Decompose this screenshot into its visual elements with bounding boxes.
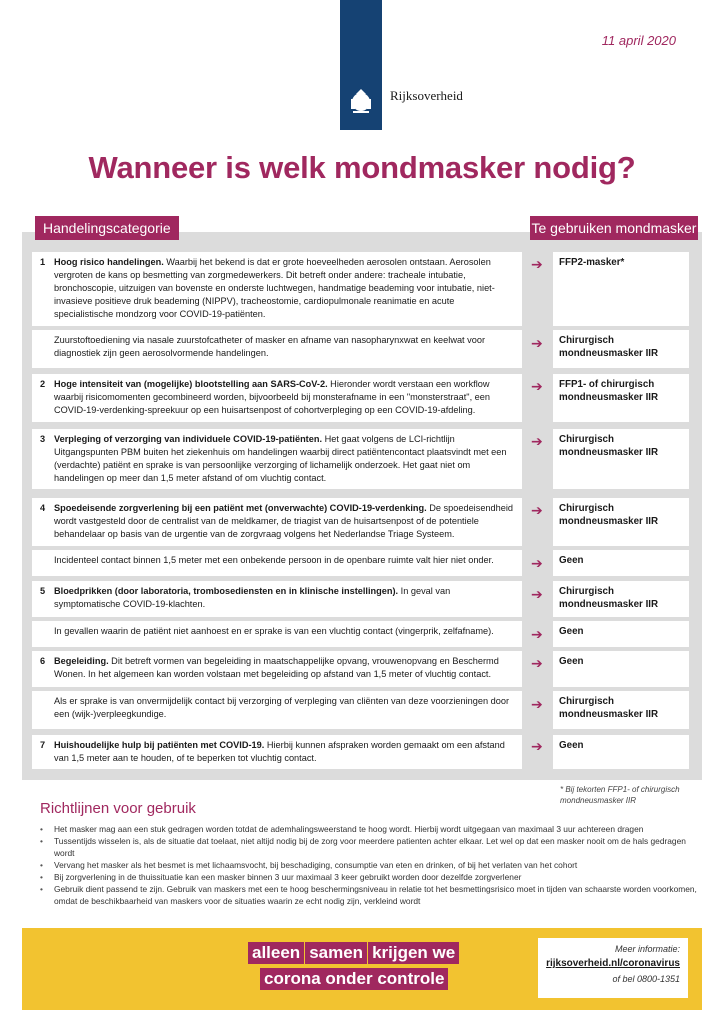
page-title: Wanneer is welk mondmasker nodig? [88, 150, 636, 185]
slogan-word: alleen [248, 942, 304, 964]
row-text: Zuurstoftoediening via nasale zuurstofcatheter of masker en afname van nasopharynxwat en keelwat voor diagnostiek zijn geen aerosolvormende handelingen. [54, 335, 486, 358]
row-text: Als er sprake is van onvermijdelijk contact bij verzorging of verpleging van cliënten van deze voorzieningen door een (wijk-)verpleegkundige. [54, 696, 510, 719]
publication-date: 11 april 2020 [601, 33, 676, 48]
mask-cell: Chirurgisch mondneusmasker IIR [553, 330, 689, 368]
row-number: 7 [40, 740, 46, 750]
table-row [32, 735, 522, 769]
campaign-slogan [248, 942, 528, 994]
row-text: Hieronder wordt verstaan een workflow waarbij risicomomenten gecombineerd worden, bijvoorbeeld bij monsterafname in een "monsterstraat", een COVID-19-verdenking-spreekuur op een huisartsenpost of cohortverpleging op een COVID-19-afdeling. [54, 379, 491, 415]
column-header-category: Handelingscategorie [35, 216, 179, 240]
table-row [32, 498, 522, 546]
table-row [32, 691, 522, 729]
row-number: 4 [40, 503, 46, 513]
row-text: In gevallen waarin de patiënt niet aanhoest en er sprake is van een vluchtig contact (vingerprik, zelfafname). [54, 626, 494, 636]
mask-cell: Geen [553, 651, 689, 687]
mask-cell: Geen [553, 621, 689, 647]
row-heading: Bloedprikken (door laboratoria, trombosediensten en in klinische instellingen). [54, 586, 399, 596]
slogan-word: krijgen we [368, 942, 459, 964]
row-heading: Begeleiding. [54, 656, 109, 666]
row-heading: Hoge intensiteit van (mogelijke) blootstelling aan SARS-CoV-2. [54, 379, 328, 389]
mask-cell: Chirurgisch mondneusmasker IIR [553, 429, 689, 489]
row-text: In geval van symptomatische COVID-19-klachten. [54, 586, 451, 609]
row-heading: Spoedeisende zorgverlening bij een patiënt met (onverwachte) COVID-19-verdenking. [54, 503, 427, 513]
row-number: 5 [40, 586, 46, 596]
row-number: 2 [40, 379, 46, 389]
row-text: Dit betreft vormen van begeleiding in maatschappelijke opvang, vrouwenopvang en Beschermd Wonen. In het algemeen kan worden volstaan met begeleiding op afstand van 1,5 meter of vluchtig contact. [54, 656, 499, 679]
info-box [538, 938, 688, 998]
table-row [32, 330, 522, 368]
arrow-icon: ➔ [531, 738, 543, 754]
guidelines-title: Richtlijnen voor gebruik [40, 800, 196, 817]
row-text: Hierbij kunnen afspraken worden gemaakt om een afstand van 1,5 meter aan te houden, of te beperken tot vluchtig contact. [54, 740, 505, 763]
footnote: * Bij tekorten FFP1- of chirurgisch mondneusmasker IIR [560, 785, 680, 805]
row-text: De spoedeisendheid wordt vastgesteld door de centralist van de meldkamer, de triagist van de huisartsenpost of de potentiele behandelaar op basis van de urgentie van de zorgvraag volgens het Nederlandse Triage Systeem. [54, 503, 514, 539]
row-number: 6 [40, 656, 46, 666]
mask-cell: Chirurgisch mondneusmasker IIR [553, 581, 689, 617]
mask-cell: Geen [553, 735, 689, 769]
mask-cell: Geen [553, 550, 689, 576]
arrow-icon: ➔ [531, 696, 543, 712]
mask-cell: FFP1- of chirurgisch mondneusmasker IIR [553, 374, 689, 422]
logo-text: Rijksoverheid [390, 88, 463, 103]
table-row [32, 252, 522, 326]
mask-cell: Chirurgisch mondneusmasker IIR [553, 691, 689, 729]
slogan-word: samen [305, 942, 367, 964]
list-item: • Tussentijds wisselen is, als de situatie dat toelaat, niet altijd nodig bij de zorg voor meerdere patienten achter elkaar. Let wel op dat een masker nooit om de hals gedragen wordt [40, 835, 704, 859]
info-link[interactable]: rijksoverheid.nl/coronavirus [546, 958, 680, 969]
column-header-mask: Te gebruiken mondmasker [530, 216, 698, 240]
row-text: Incidenteel contact binnen 1,5 meter met een onbekende persoon in de openbare ruimte valt hier niet onder. [54, 555, 494, 565]
arrow-icon: ➔ [531, 256, 543, 272]
list-item: • Bij zorgverlening in de thuissituatie kan een masker binnen 3 uur maximaal 3 keer gebruikt worden door dezelfde zorgverlener [40, 871, 704, 883]
arrow-icon: ➔ [531, 586, 543, 602]
table-row [32, 651, 522, 687]
row-text: Waarbij het bekend is dat er grote hoeveelheden aerosolen ontstaan. Aerosolen vergroten de kans op besmetting van zorgmedewerkers. Dit betreft onder andere: tracheale intubatie, bronchoscopie, uitzuigen van bovenste en onderste luchtwegen, handmatige beademing voor intubatie, niet-invasieve positieve druk beademing (NIPPV), tracheostomie, cardiopulmonale reanimatie en acute specialistische mondzorg voor COVID-19-patiënten. [54, 257, 495, 319]
arrow-icon: ➔ [531, 555, 543, 571]
guidelines-list [40, 823, 704, 907]
row-heading: Verpleging of verzorging van individuele COVID-19-patiënten. [54, 434, 323, 444]
list-item: • Gebruik dient passend te zijn. Gebruik van maskers met een te hoog beschermingsniveau in relatie tot het besmettingsrisico moet in tijden van schaarste worden voorkomen, omdat de beschikbaarheid van maskers voor de situaties waarin ze echt nodig zijn, verkleind wordt [40, 883, 704, 907]
table-row [32, 621, 522, 647]
row-text: Het gaat volgens de LCI-richtlijn Uitgangspunten PBM buiten het ziekenhuis om handelingen waarbij direct patiëntencontact plaatsvindt met een (verdachte) patiënt en sprake is van persoonlijke verzorging of lichamelijk onderzoek. Het gaat niet om handelingen op meer dan 1,5 meter afstand of om vluchtig contact. [54, 434, 507, 483]
mask-cell: FFP2-masker* [553, 252, 689, 326]
table-row [32, 550, 522, 576]
row-heading: Huishoudelijke hulp bij patiënten met COVID-19. [54, 740, 265, 750]
info-label: Meer informatie: [614, 944, 680, 954]
slogan-word: corona onder controle [260, 968, 448, 990]
list-item: • Vervang het masker als het besmet is met lichaamsvocht, bij beschadiging, consumptie van eten en drinken, of bij het verlaten van het cohort [40, 859, 704, 871]
mask-cell: Chirurgisch mondneusmasker IIR [553, 498, 689, 546]
arrow-icon: ➔ [531, 655, 543, 671]
arrow-icon: ➔ [531, 502, 543, 518]
arrow-icon: ➔ [531, 335, 543, 351]
row-heading: Hoog risico handelingen. [54, 257, 164, 267]
crest-icon [345, 84, 377, 116]
list-item: • Het masker mag aan een stuk gedragen worden totdat de ademhalingsweerstand te hoog wordt. Hierbij wordt uitgegaan van maximaal 3 uur achtereen dragen [40, 823, 704, 835]
arrow-icon: ➔ [531, 433, 543, 449]
arrow-icon: ➔ [531, 626, 543, 642]
table-row [32, 429, 522, 489]
row-number: 3 [40, 434, 46, 444]
info-phone: of bel 0800-1351 [612, 974, 680, 984]
table-row [32, 581, 522, 617]
row-number: 1 [40, 257, 46, 267]
arrow-icon: ➔ [531, 378, 543, 394]
table-row [32, 374, 522, 422]
